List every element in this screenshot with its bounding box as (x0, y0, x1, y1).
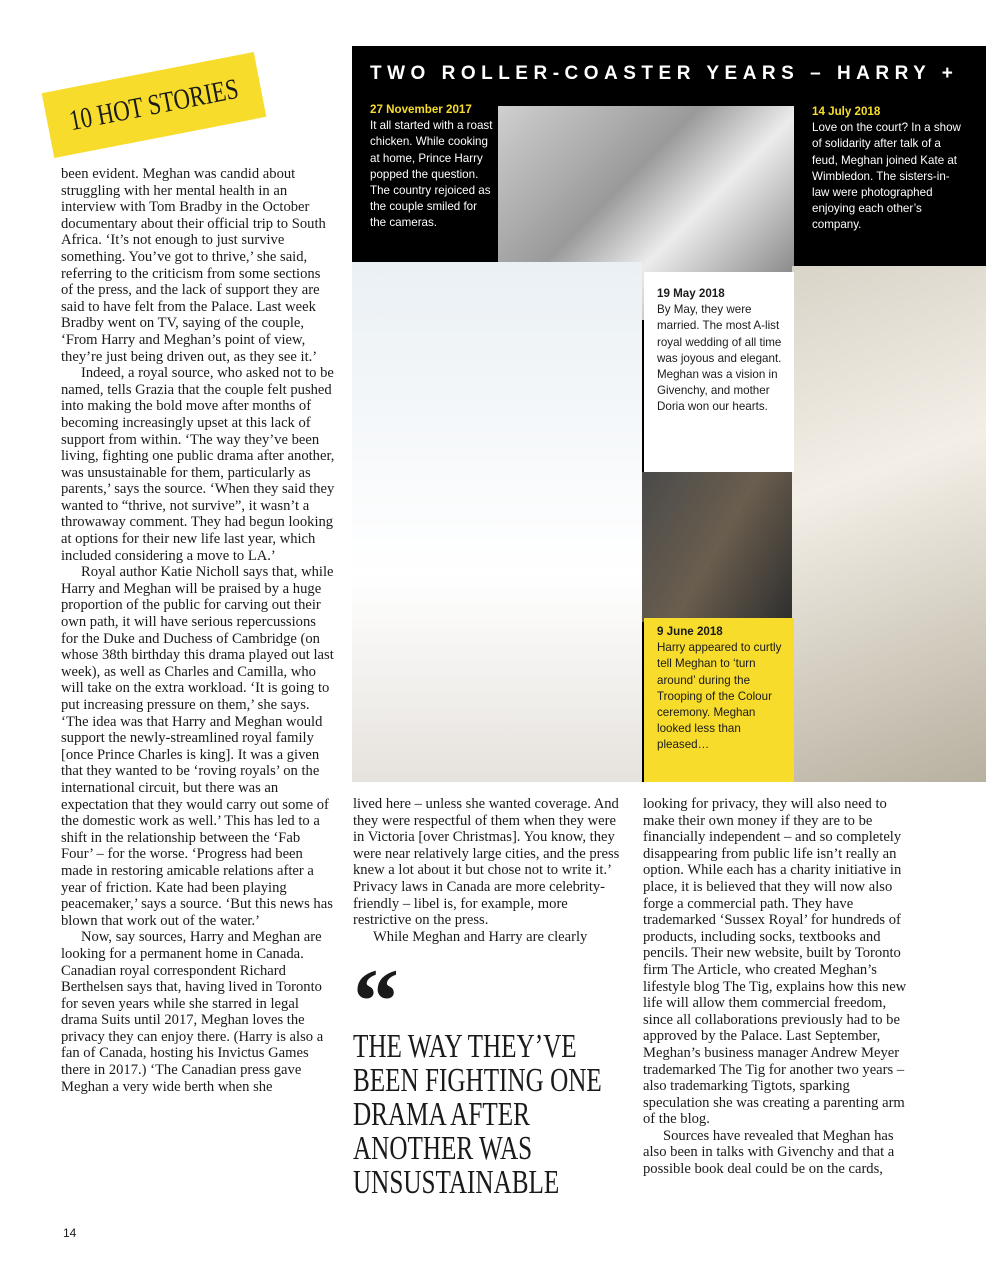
pull-quote-text: THE WAY THEY’VE BEEN FIGHTING ONE DRAMA AFTER ANOTHER WAS UNSUSTAINABLE (353, 1028, 602, 1201)
caption-date: 27 November 2017 (370, 103, 472, 116)
section-banner-label: 10 HOT STORIES (66, 72, 242, 137)
caption-engagement (370, 102, 494, 232)
section-banner (42, 52, 267, 158)
caption-text: By May, they were married. The most A-list royal wedding of all time was joyous and elegant. Meghan was a vision in Givenchy, and mother Doria won our hearts. (657, 303, 782, 414)
page-number: 14 (63, 1226, 77, 1240)
caption-trooping (657, 624, 787, 754)
paragraph: While Meghan and Harry are clearly (373, 928, 588, 945)
caption-wimbledon (812, 104, 962, 234)
paragraph: Now, say sources, Harry and Meghan are looking for a permanent home in Canada. Canadian royal correspondent Richard Berthelsen says that, having lived in Toronto for seven years while she starred in legal drama Suits until 2017, Meghan loves the privacy they can enjoy there. (Harry is also a fan of Canada, hosting his Invictus Games there in 2017.) ‘The Canadian press gave Meghan a very wide berth when she (61, 929, 324, 1095)
pull-quote (353, 950, 613, 1201)
photo-couple (352, 262, 642, 782)
article-column-3 (643, 796, 915, 1178)
paragraph: Royal author Katie Nicholl says that, while Harry and Meghan will be praised by a huge proportion of the public for carving out their own path, it will have serious repercussions for the Duke and Duchess of Cambridge (on whose 38th birthday this drama played out last week), as well as Charles and Camilla, who will take on the extra workload. ‘It is going to put increasing pressure on them,’ she says. ‘The idea was that Harry and Meghan would support the newly-streamlined royal family [once Prince Charles is king]. It was a given that they wanted to be ‘roving royals’ on the international circuit, but there was an expectation that they would carry out some of the domestic work as well.’ This has led to a shift in the relationship between the ‘Fab Four’ – for the worse. ‘Progress had been made in restoring amicable relations after a year of friction. Kate had been playing peacemaker,’ says a source. ‘But this news has blown that work out of the water.’ (61, 564, 334, 929)
photo-wimbledon (792, 266, 986, 782)
quote-mark-icon: “ (353, 950, 399, 1052)
caption-text: It all started with a roast chicken. While cooking at home, Prince Harry popped the question. The country rejoiced as the couple smiled for the cameras. (370, 119, 493, 230)
caption-date: 9 June 2018 (657, 625, 723, 638)
caption-text: Love on the court? In a show of solidarity after talk of a feud, Meghan joined Kate at Wimbledon. The sisters-in-law were photographed enjoying each other’s company. (812, 121, 961, 232)
caption-wedding (657, 286, 787, 416)
article-column-2 (353, 796, 625, 945)
paragraph: looking for privacy, they will also need to make their own money if they are to be financially independent – and so completely disappearing from public life isn’t really an option. While each has a charity initiative in place, it is believed that they will now also forge a commercial path. They have trademarked ‘Sussex Royal’ for hundreds of products, including socks, textbooks and pencils. Their new website, built by Toronto firm The Article, who created Meghan’s lifestyle blog The Tig, explains how this new life will allow them commercial freedom, since all collaborations previously had to be approved by the Palace. Last September, Meghan’s business manager Andrew Meyer trademarked The Tig for another two years – also trademarking Tigtots, sparking speculation she was creating a parenting arm of the blog. (643, 796, 907, 1128)
paragraph: lived here – unless she wanted coverage. And they were respectful of them when they were in Victoria [over Christmas]. You know, they were near relatively large cities, and the press knew a lot about it but chose not to write it.’ Privacy laws in Canada are more celebrity-friendly – libel is, for example, more restrictive on the press. (353, 796, 620, 929)
paragraph: Indeed, a royal source, who asked not to be named, tells Grazia that the couple felt pushed into making the bold move after months of becoming increasingly upset at this lack of support from within. ‘The way they’ve been living, fighting one public drama after another, was unsustainable for them, particularly as parents,’ says the source. ‘When they said they wanted to “thrive, not survive”, it wasn’t a throwaway comment. They had begun looking at options for their new life last year, which included considering a move to LA.’ (61, 365, 335, 564)
photo-feature (352, 46, 986, 782)
paragraph: been evident. Meghan was candid about struggling with her mental health in an interview with Tom Bradby in the October documentary about their official trip to South Africa. ‘It’s not enough to just survive something. You’ve got to thrive,’ she said, referring to the criticism from some sections of the press, and the lack of support they are said to have felt from the Palace. Last week Bradby went on TV, saying of the couple, ‘From Harry and Meghan’s point of view, they’re just being driven out, as they see it.’ (61, 166, 326, 365)
caption-text: Harry appeared to curtly tell Meghan to ‘turn around’ during the Trooping of the Colour ceremony. Meghan looked less than pleased… (657, 641, 782, 752)
caption-date: 14 July 2018 (812, 105, 881, 118)
feature-headline: TWO ROLLER-COASTER YEARS – HARRY + (370, 63, 959, 84)
caption-date: 19 May 2018 (657, 287, 725, 300)
photo-trooping (642, 472, 792, 622)
paragraph: Sources have revealed that Meghan has also been in talks with Givenchy and that a possible book deal could be on the cards, (643, 1127, 895, 1178)
article-column-1 (61, 166, 335, 1095)
